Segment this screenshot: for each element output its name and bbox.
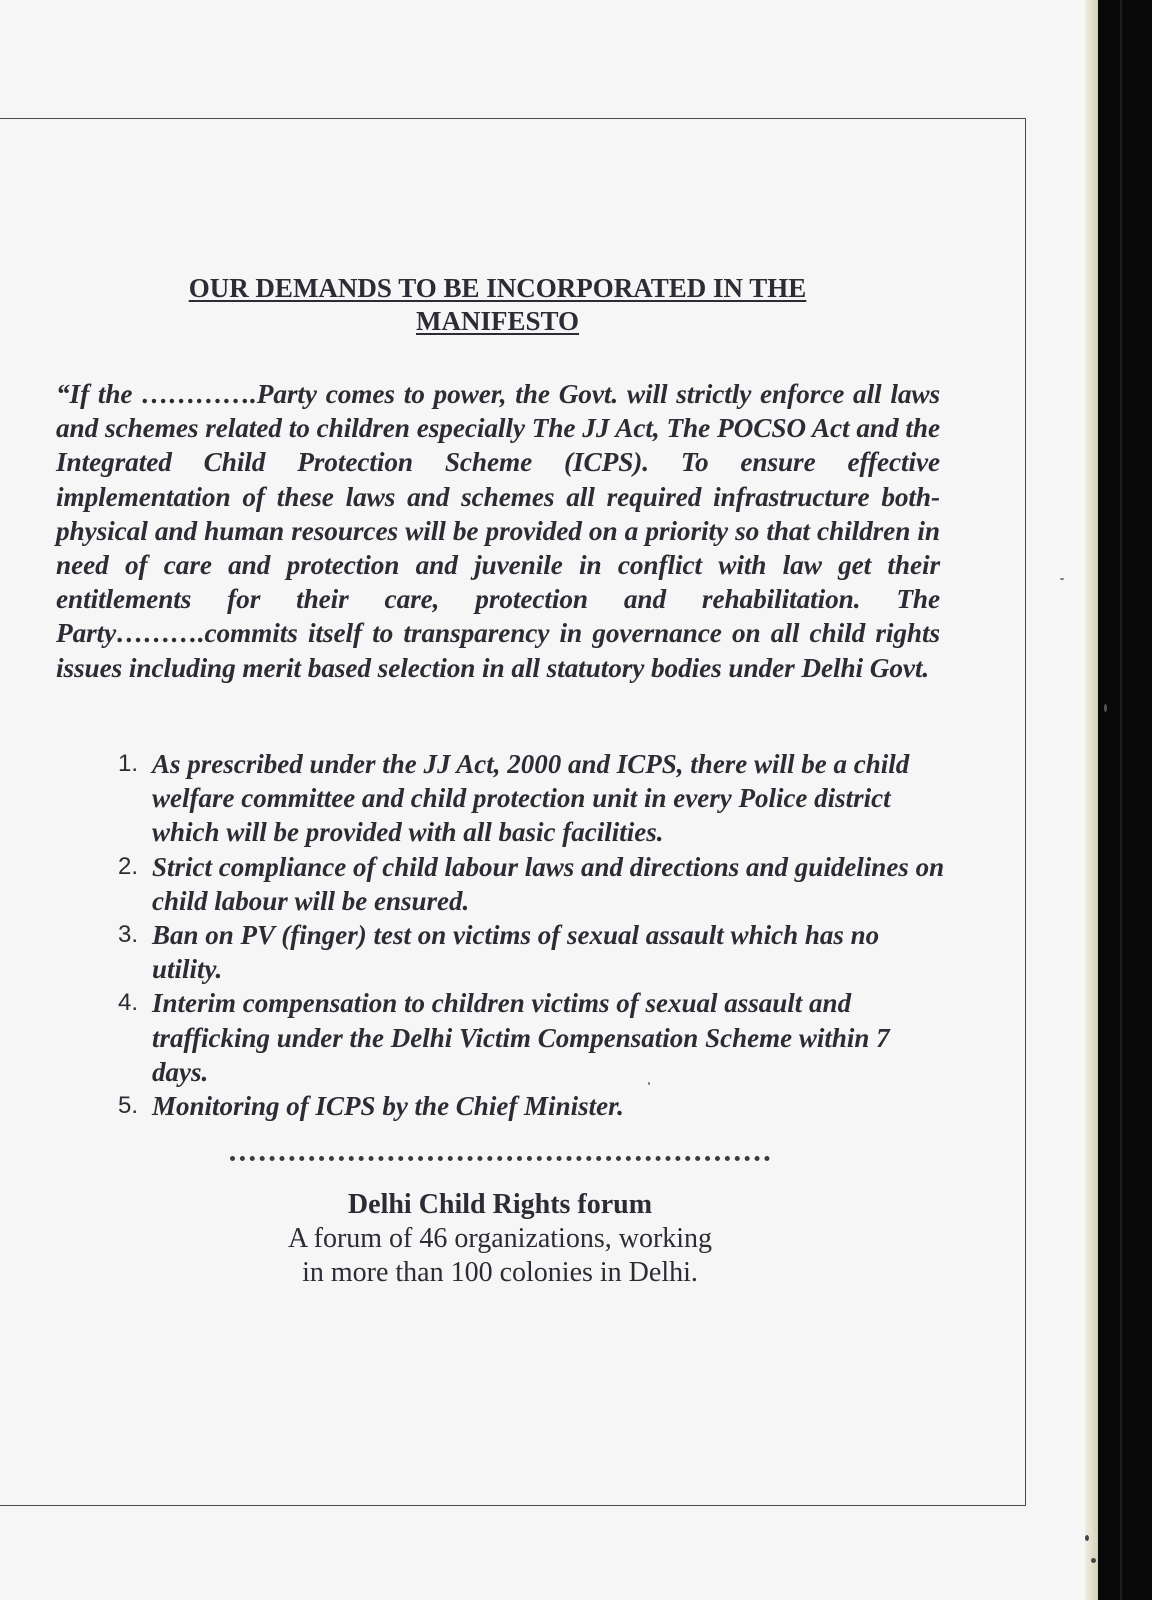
list-item bbox=[118, 1089, 952, 1123]
list-item-number: 4. bbox=[118, 989, 139, 1017]
scan-speck bbox=[1104, 704, 1107, 712]
organization-description bbox=[0, 1222, 1000, 1290]
list-item-number: 5. bbox=[118, 1092, 139, 1120]
list-item bbox=[118, 747, 952, 850]
list-item bbox=[118, 850, 952, 918]
title-line-2: MANIFESTO bbox=[415, 306, 580, 336]
list-item-number: 3. bbox=[118, 921, 139, 949]
title-line-1: OUR DEMANDS TO BE INCORPORATED IN THE bbox=[188, 273, 807, 303]
intro-paragraph: “If the ………….Party comes to power, the Govt. will strictly enforce all laws and schemes related to children especially The JJ Act, The POCSO Act and the Integrated Child Protection Scheme (ICPS). To ensure effective implementation of these laws and schemes all required infrastructure both- physical and human resources will be provided on a priority so that children in need of care and protection and juvenile in conflict with law get their entitlements for their care, protection and rehabilitation. The Party……….commits itself to transparency in governance on all child rights issues including merit based selection in all statutory bodies under Delhi Govt. bbox=[56, 379, 940, 683]
list-item-number: 2. bbox=[118, 852, 139, 880]
description-line-1: A forum of 46 organizations, working bbox=[287, 1223, 713, 1254]
list-item bbox=[118, 986, 952, 1089]
organization-name: Delhi Child Rights forum bbox=[347, 1189, 653, 1220]
binding-shadow bbox=[1098, 0, 1152, 1600]
binding-line bbox=[1120, 0, 1122, 1600]
list-item-text: As prescribed under the JJ Act, 2000 and ICPS, there will be a child welfare committee and child protection unit in every Police district which will be provided with all basic facilities. bbox=[152, 749, 910, 848]
dotted-separator bbox=[230, 1156, 770, 1161]
list-item-text: Ban on PV (finger) test on victims of sexual assault which has no utility. bbox=[152, 920, 880, 985]
demands-list bbox=[118, 747, 952, 1123]
description-line-2: in more than 100 colonies in Delhi. bbox=[302, 1257, 698, 1288]
page-title bbox=[0, 272, 995, 338]
scan-speck bbox=[1060, 578, 1064, 580]
list-item-text: Interim compensation to children victims of sexual assault and trafficking under the Delhi Victim Compensation Scheme within 7 days. bbox=[152, 988, 890, 1087]
list-item-text: Strict compliance of child labour laws and directions and guidelines on child labour will be ensured. bbox=[152, 851, 945, 916]
list-item-text: Monitoring of ICPS by the Chief Minister. bbox=[152, 1091, 624, 1122]
page-edge bbox=[1085, 0, 1098, 1600]
list-item bbox=[118, 918, 952, 986]
scan-speck bbox=[1091, 1558, 1096, 1563]
list-item-number: 1. bbox=[118, 750, 139, 777]
scan-speck bbox=[648, 1082, 650, 1085]
scan-speck bbox=[1085, 1535, 1089, 1541]
